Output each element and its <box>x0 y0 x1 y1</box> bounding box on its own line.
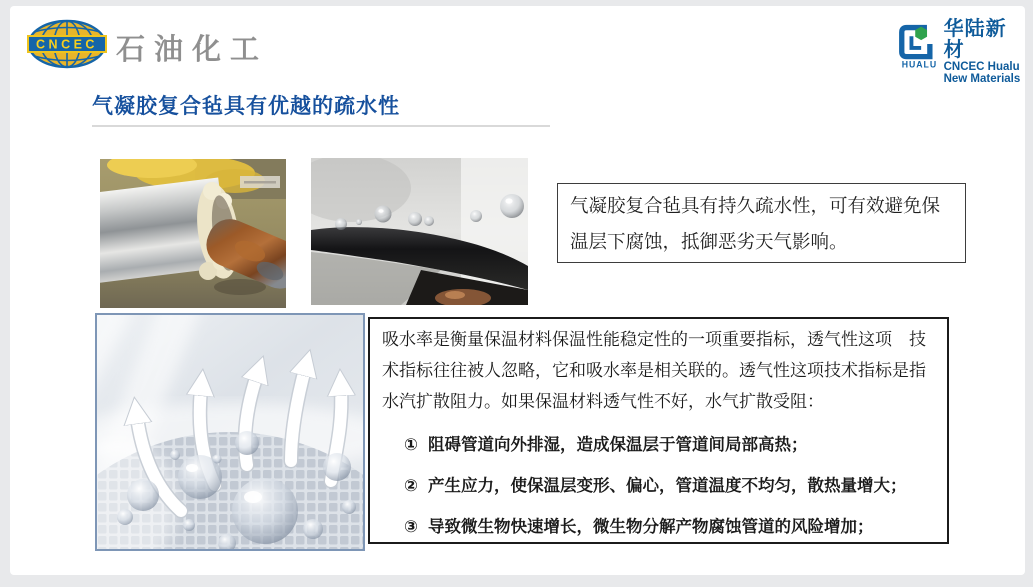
analysis-item-1 <box>382 431 935 460</box>
breathable-fabric-illustration <box>95 313 365 551</box>
hualu-name-cn: 华陆新材 <box>943 18 1007 61</box>
droplets-on-felt-photo <box>311 158 528 305</box>
hydrophobicity-note-box <box>557 183 966 263</box>
item-3-text: 导致微生物快速增长，微生物分解产物腐蚀管道的风险增加； <box>427 518 874 536</box>
slide-canvas <box>10 6 1025 575</box>
item-1-marker: ① <box>404 436 418 454</box>
absorption-analysis-box <box>368 317 949 544</box>
cncec-globe-logo <box>26 19 108 69</box>
hualu-icon <box>894 19 939 71</box>
corroded-pipe-photo <box>100 159 286 308</box>
analysis-item-3 <box>382 513 935 542</box>
item-1-text: 阻碍管道向外排湿，造成保温层于管道间局部高热； <box>427 436 808 454</box>
cncec-globe-icon <box>26 19 108 69</box>
item-2-text: 产生应力，使保温层变形、偏心，管道温度不均匀，散热量增大； <box>427 477 907 495</box>
svg-text:CNCEC: CNCEC <box>36 37 98 52</box>
item-2-marker: ② <box>404 477 418 495</box>
hualu-name-en2: New Materials <box>943 73 1021 86</box>
page-title: 气凝胶复合毡具有优越的疏水性 <box>92 95 400 118</box>
item-3-marker: ③ <box>404 518 418 536</box>
analysis-item-2 <box>382 472 935 501</box>
hydrophobicity-note-text: 气凝胶复合毡具有持久疏水性，可有效避免保温层下腐蚀，抵御恶劣天气影响。 <box>570 195 941 252</box>
svg-text:HUALU: HUALU <box>901 59 938 70</box>
petrochemical-header-text: 石油化工 <box>116 34 269 66</box>
hualu-logo <box>894 19 1025 85</box>
analysis-paragraph: 吸水率是衡量保温材料保温性能稳定性的一项重要指标，透气性这项 技术指标往往被人忽略，它和吸水率是相关联的。透气性这项技术指标是指水汽扩散阻力。如果保温材料透气性不好，水气扩散受阻： <box>382 330 926 411</box>
hualu-name-en1: CNCEC Hualu <box>943 61 1020 73</box>
title-underline <box>92 125 550 127</box>
photo-watermark <box>240 176 280 188</box>
